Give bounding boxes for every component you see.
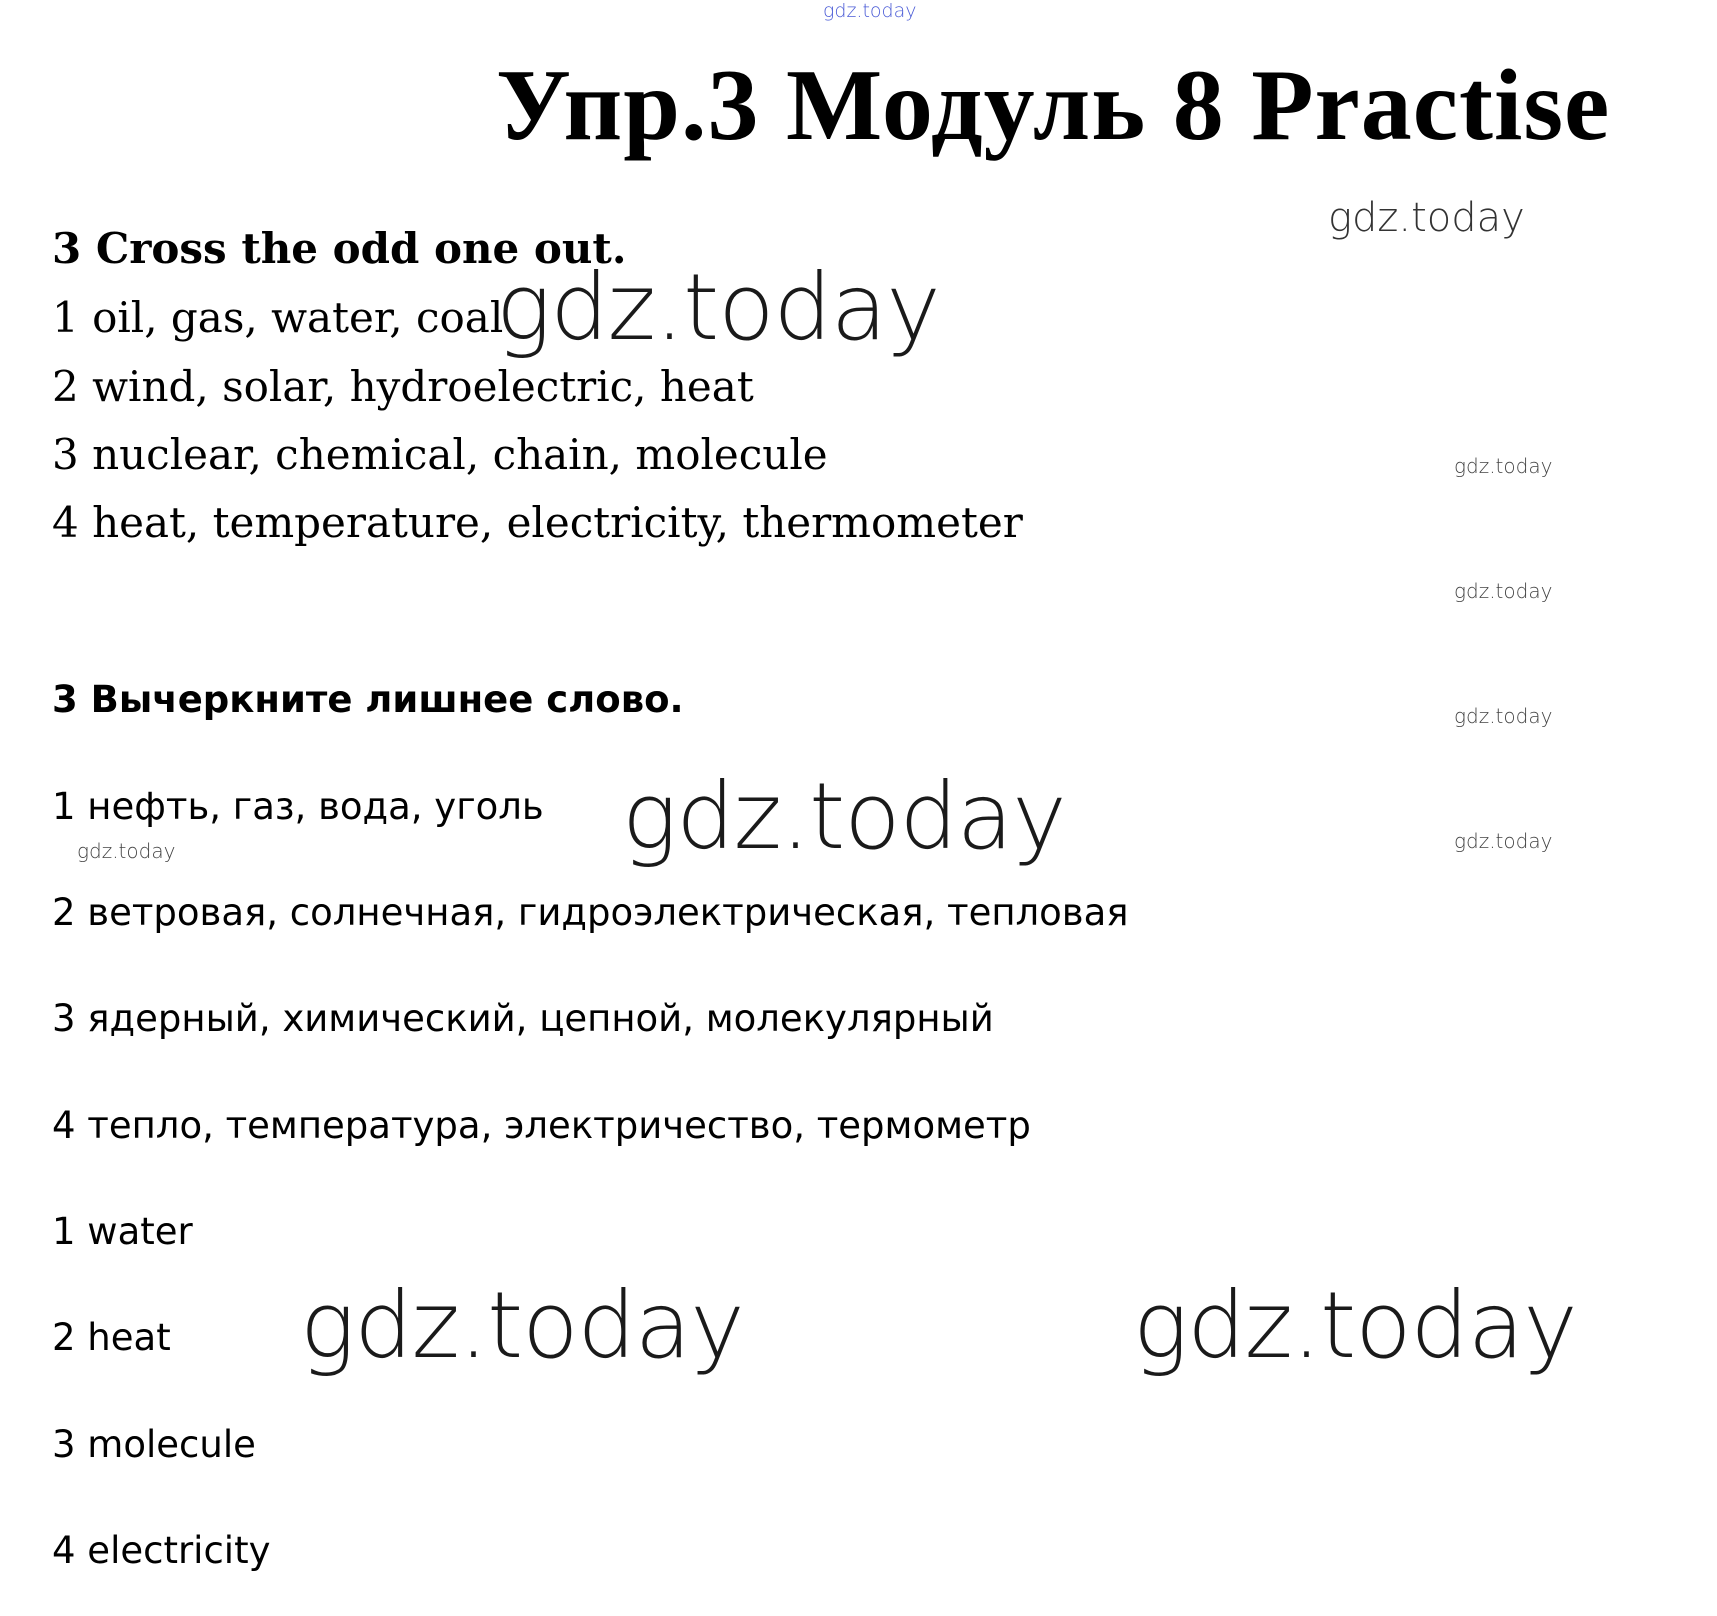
answer-item: 2 heat: [52, 1316, 171, 1359]
watermark: gdz.today: [496, 254, 940, 361]
list-item: 3 ядерный, химический, цепной, молекулярный: [52, 997, 994, 1040]
watermark: gdz.today: [622, 763, 1066, 870]
watermark: gdz.today: [1454, 454, 1553, 478]
list-item: 4 тепло, температура, электричество, термометр: [52, 1104, 1031, 1147]
list-item: 2 ветровая, солнечная, гидроэлектрическая, тепловая: [52, 891, 1129, 934]
watermark: gdz.today: [1328, 195, 1525, 241]
exercise-heading-ru: 3 Вычеркните лишнее слово.: [52, 678, 684, 721]
list-item: 1 oil, gas, water, coal: [52, 293, 504, 342]
watermark: gdz.today: [1133, 1272, 1577, 1379]
exercise-heading-en: 3 Cross the odd one out.: [52, 224, 627, 273]
list-item: 3 nuclear, chemical, chain, molecule: [52, 430, 828, 479]
list-item: 1 нефть, газ, вода, уголь: [52, 785, 544, 828]
watermark-top: gdz.today: [823, 0, 917, 22]
watermark: gdz.today: [1454, 579, 1553, 603]
watermark: gdz.today: [77, 839, 176, 863]
watermark: gdz.today: [300, 1272, 744, 1379]
answer-item: 3 molecule: [52, 1423, 256, 1466]
answer-item: 4 electricity: [52, 1529, 271, 1572]
watermark: gdz.today: [1454, 829, 1553, 853]
page-title: Упр.3 Модуль 8 Practise: [496, 49, 1611, 162]
answer-item: 1 water: [52, 1210, 193, 1253]
list-item: 4 heat, temperature, electricity, thermometer: [52, 498, 1023, 547]
watermark: gdz.today: [1454, 704, 1553, 728]
list-item: 2 wind, solar, hydroelectric, heat: [52, 362, 754, 411]
